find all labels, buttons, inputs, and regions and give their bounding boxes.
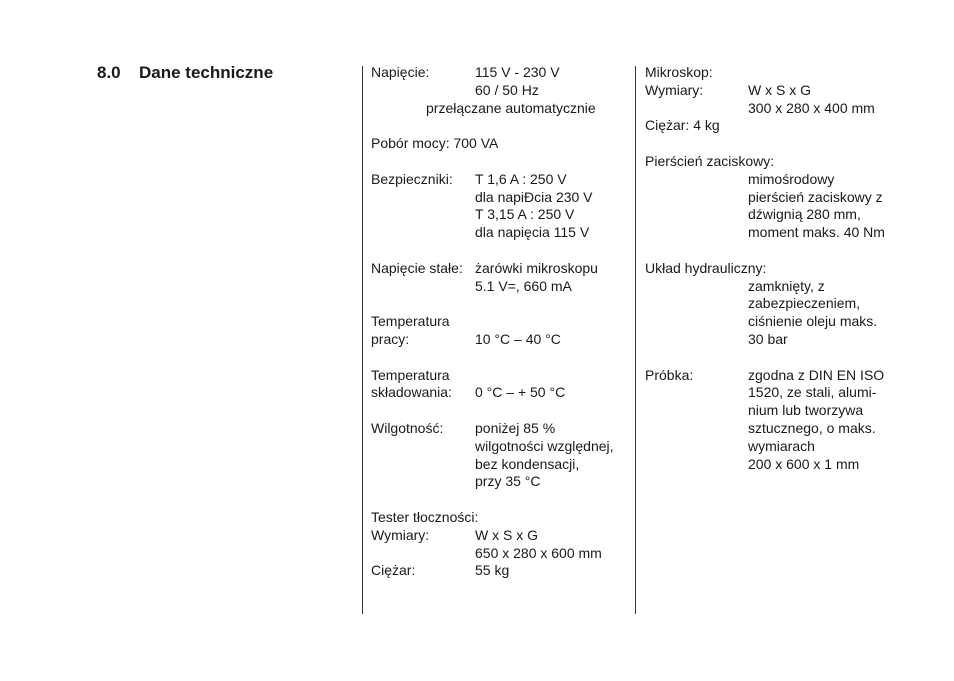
hydraulic-value: zamknięty, z xyxy=(748,277,825,294)
voltage-value: 115 V - 230 V xyxy=(475,64,560,80)
microscope-heading: Mikroskop: xyxy=(645,64,713,80)
frequency-value: 60 / 50 Hz xyxy=(475,81,539,98)
operating-temp-label: Temperatura xyxy=(371,313,450,330)
sample-value: 200 x 600 x 1 mm xyxy=(748,455,860,472)
clamping-ring-value: pierścień zaciskowy z xyxy=(748,188,883,205)
power-consumption: Pobór mocy: 700 VA xyxy=(371,135,499,152)
sample-label: Próbka: xyxy=(645,366,694,383)
sample-value: 1520, ze stali, alumi- xyxy=(748,384,877,401)
hydraulic-value: ciśnienie oleju maks. xyxy=(748,313,878,330)
microscope-dims-value: W x S x G xyxy=(748,81,811,98)
column-divider-left xyxy=(362,66,363,614)
storage-temp-label: Temperatura xyxy=(371,366,450,383)
clamping-ring-value: mimośrodowy xyxy=(748,170,835,187)
microscope-dims-value: 300 x 280 x 400 mm xyxy=(748,99,875,116)
fuses-value: dla napiĐcia 230 V xyxy=(475,188,593,205)
clamping-ring-value: moment maks. 40 Nm xyxy=(748,224,885,241)
column-divider-right xyxy=(635,66,636,614)
sample-value: zgodna z DIN EN ISO xyxy=(748,366,885,383)
voltage-label: Napięcie: xyxy=(371,64,430,80)
tester-dims-value: 650 x 280 x 600 mm xyxy=(475,544,602,561)
humidity-value: przy 35 °C xyxy=(475,473,541,490)
tester-dims-label: Wymiary: xyxy=(371,526,430,543)
operating-temp-value: 10 °C – 40 °C xyxy=(475,330,561,347)
clamping-ring-value: dźwignią 280 mm, xyxy=(748,206,861,223)
fuses-value: T 3,15 A : 250 V xyxy=(475,206,575,223)
hydraulic-label: Układ hydrauliczny: xyxy=(645,259,767,276)
tester-weight-label: Ciężar: xyxy=(371,562,416,579)
storage-temp-label: składowania: xyxy=(371,384,452,401)
microscope-dims-label: Wymiary: xyxy=(645,81,704,98)
section-title xyxy=(97,63,273,83)
sample-value: wymiarach xyxy=(748,437,815,454)
sample-value: sztucznego, o maks. xyxy=(748,419,876,436)
fuses-label: Bezpieczniki: xyxy=(371,170,453,187)
tester-heading: Tester tłoczności: xyxy=(371,508,479,525)
dc-voltage-value: żarówki mikroskopu xyxy=(475,259,598,276)
sample-value: nium lub tworzywa xyxy=(748,402,864,419)
humidity-value: poniżej 85 % xyxy=(475,419,556,436)
section-number: 8.0 xyxy=(97,63,121,82)
hydraulic-value: zabezpieczeniem, xyxy=(748,295,861,312)
humidity-label: Wilgotność: xyxy=(371,419,444,436)
voltage-note: przełączane automatycznie xyxy=(426,99,596,116)
dc-voltage-label: Napięcie stałe: xyxy=(371,259,463,276)
section-title-text: Dane techniczne xyxy=(139,63,274,82)
clamping-ring-label: Pierścień zaciskowy: xyxy=(645,152,775,169)
storage-temp-value: 0 °C – + 50 °C xyxy=(475,384,566,401)
fuses-value: T 1,6 A : 250 V xyxy=(475,170,567,187)
fuses-value: dla napięcia 115 V xyxy=(475,224,590,241)
operating-temp-label: pracy: xyxy=(371,330,410,347)
humidity-value: wilgotności względnej, xyxy=(475,437,614,454)
dc-voltage-value: 5.1 V=, 660 mA xyxy=(475,277,572,294)
hydraulic-value: 30 bar xyxy=(748,330,788,347)
humidity-value: bez kondensacji, xyxy=(475,455,580,472)
tester-weight-value: 55 kg xyxy=(475,562,510,579)
microscope-weight: Ciężar: 4 kg xyxy=(645,117,720,134)
tester-dims-value: W x S x G xyxy=(475,526,538,543)
